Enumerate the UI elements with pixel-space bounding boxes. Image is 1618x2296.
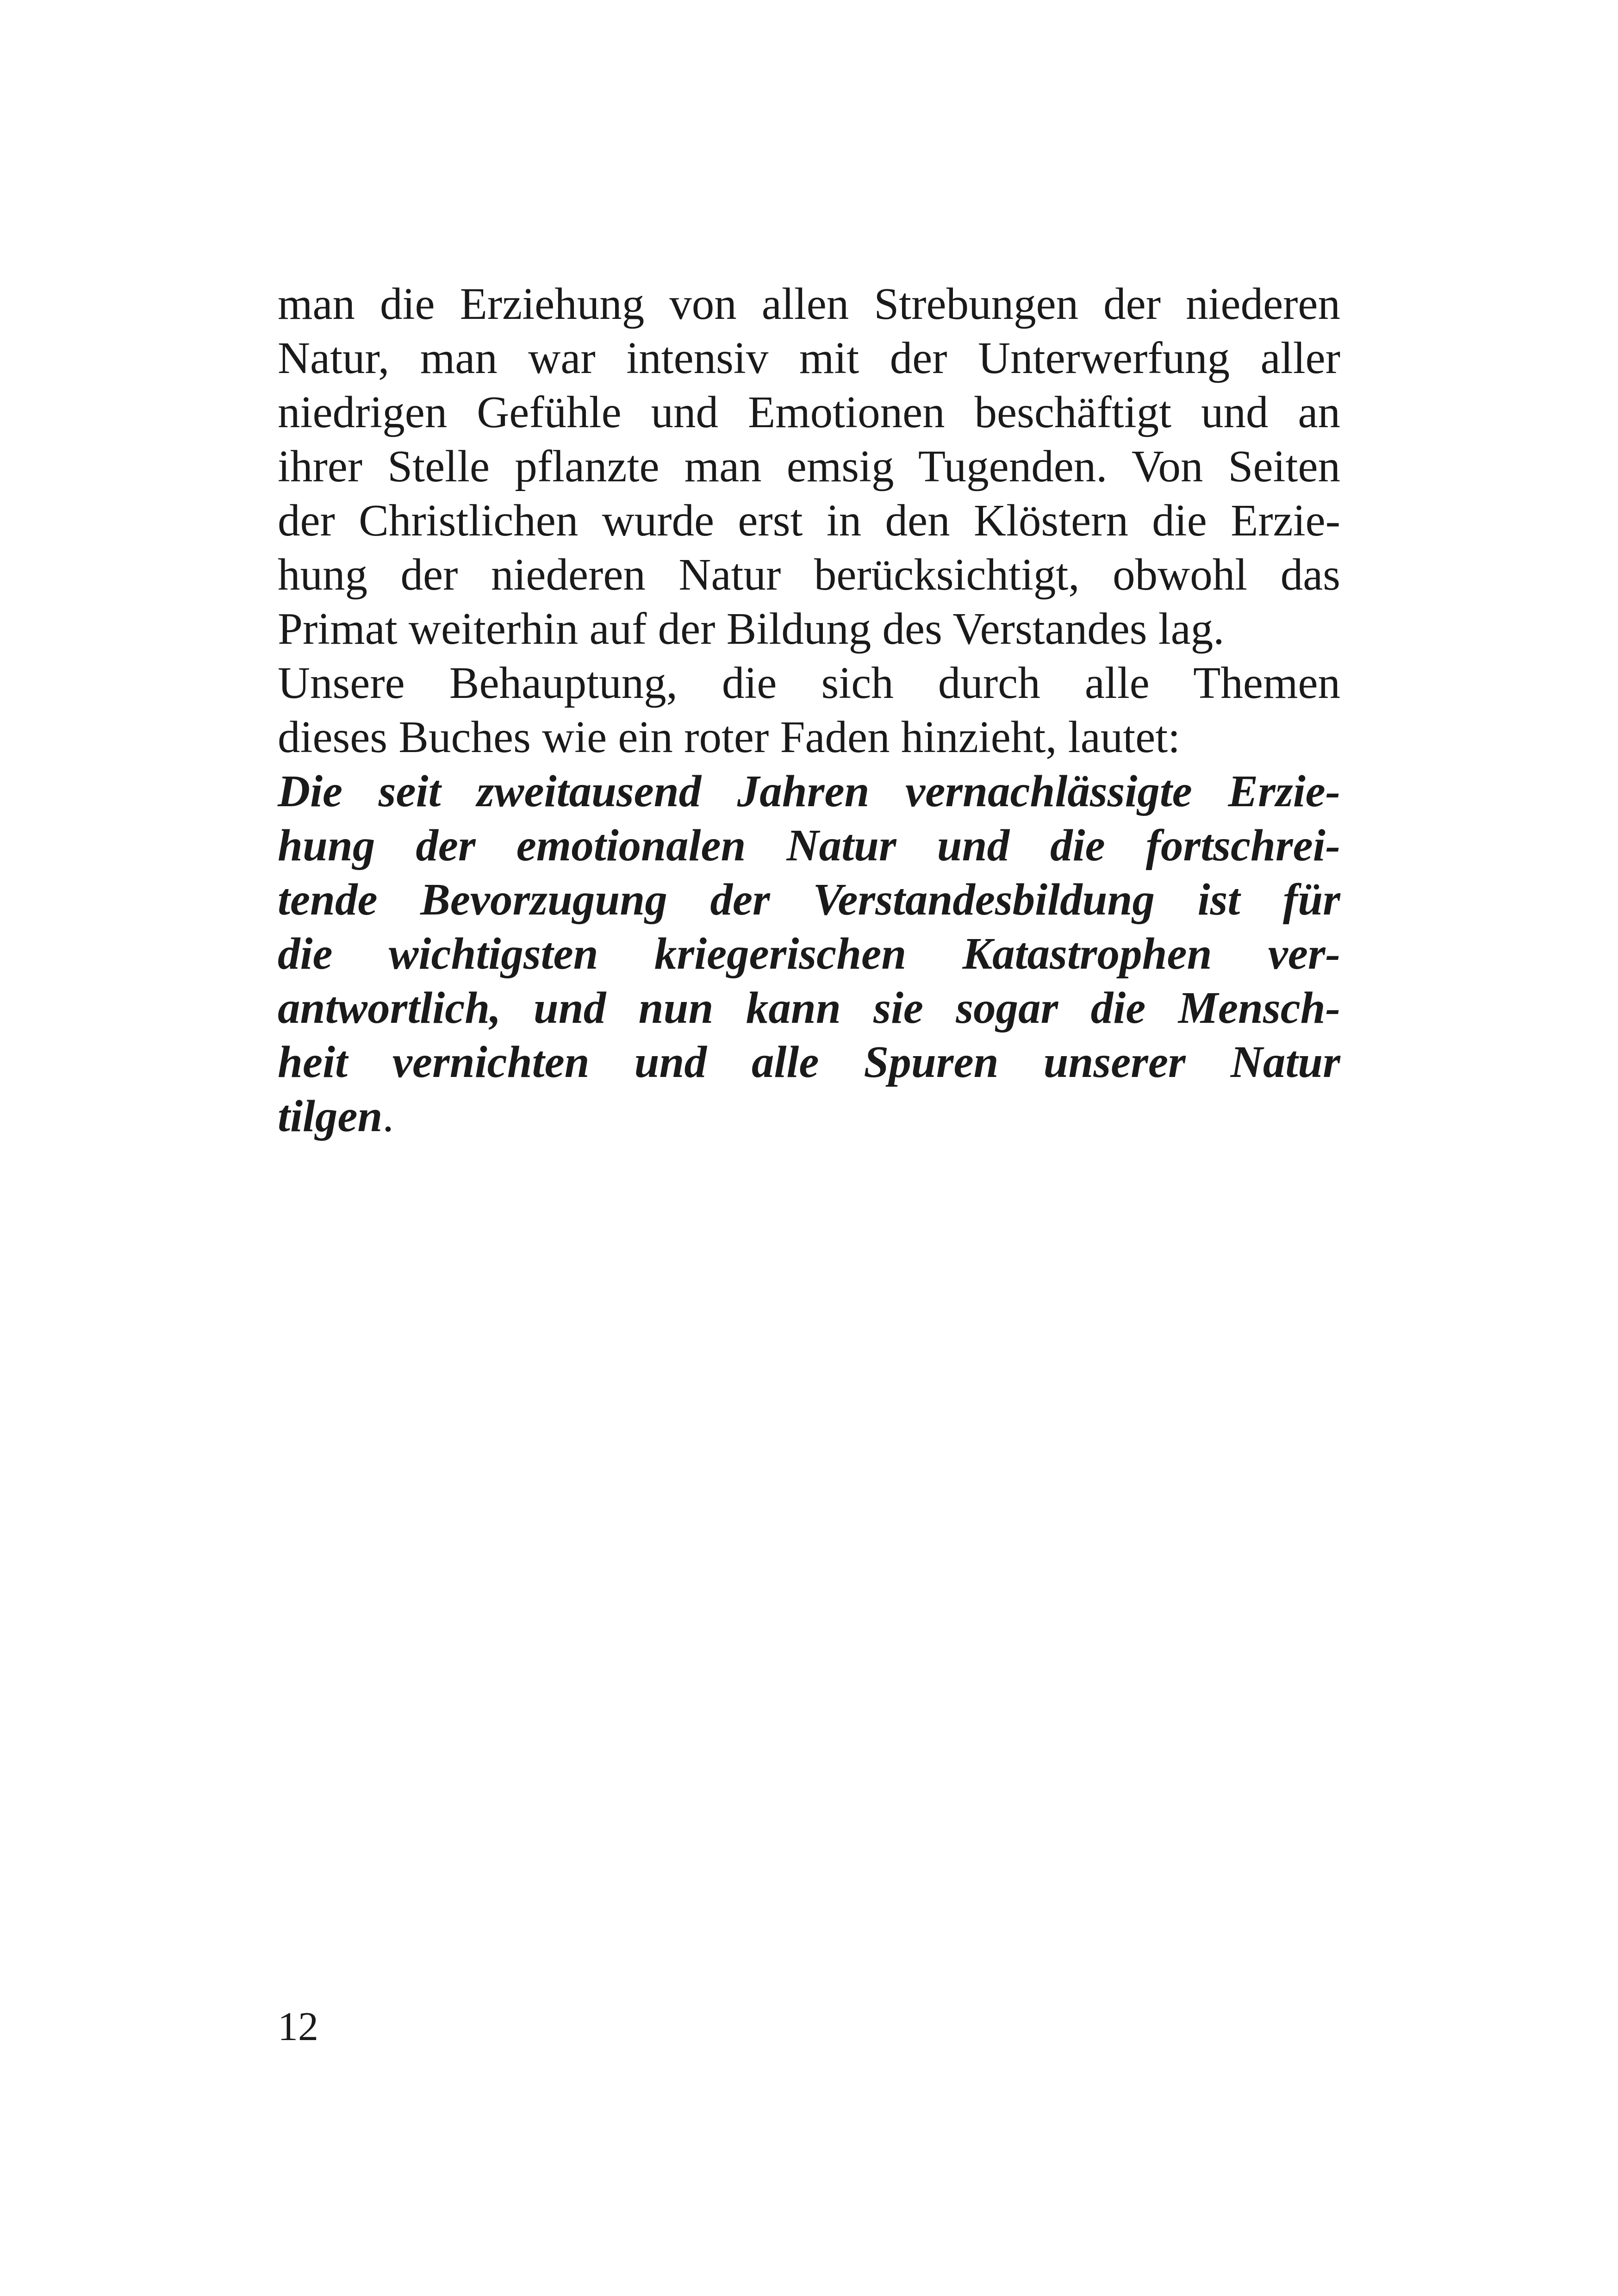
emphasis-line: hung der emotionalen Natur und die fortschrei- — [278, 821, 1340, 870]
emphasis-line: heit vernichten und alle Spuren unserer Natur — [278, 1037, 1340, 1087]
body-line: Unsere Behauptung, die sich durch alle Themen — [278, 658, 1340, 708]
body-line: dieses Buches wie ein roter Faden hinzieht, lautet: — [278, 712, 1181, 762]
emphasis-line: tende Bevorzugung der Verstandesbildung ist für — [278, 875, 1340, 924]
emphasis-line: Die seit zweitausend Jahren vernachlässigte Erzie- — [278, 766, 1340, 816]
body-line: der Christlichen wurde erst in den Klöstern die Erzie- — [278, 496, 1340, 545]
body-line: Natur, man war intensiv mit der Unterwerfung aller — [278, 333, 1340, 383]
emphasis-line: die wichtigsten kriegerischen Katastrophen ver- — [278, 929, 1340, 978]
emphasis-line: antwortlich, und nun kann sie sogar die Mensch- — [278, 983, 1340, 1033]
emphasis-end-punct: . — [382, 1091, 394, 1141]
body-line: niedrigen Gefühle und Emotionen beschäftigt und an — [278, 387, 1340, 437]
body-text — [278, 277, 1340, 1143]
body-line: Primat weiterhin auf der Bildung des Verstandes lag. — [278, 604, 1225, 653]
emphasis-final-line — [278, 1089, 1340, 1143]
body-line: hung der niederen Natur berücksichtigt, obwohl das — [278, 550, 1340, 599]
page-number: 12 — [278, 2004, 318, 2049]
body-line: man die Erziehung von allen Strebungen der niederen — [278, 279, 1340, 329]
emphasis-last-word: tilgen — [278, 1091, 383, 1141]
body-line: ihrer Stelle pflanzte man emsig Tugenden. Von Seiten — [278, 442, 1340, 491]
